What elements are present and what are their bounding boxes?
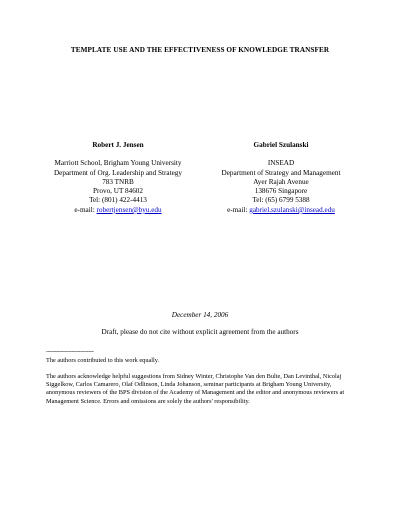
affiliation-line: Tel: (65) 6799 5388 xyxy=(252,196,310,205)
footnote-rule: ---------------------------- xyxy=(46,349,94,355)
affiliation-line: Tel: (801) 422-4413 xyxy=(89,196,147,205)
draft-notice: Draft, please do not cite without explicit agreement from the authors xyxy=(101,328,299,336)
affiliation-line: Marriott School, Brigham Young University xyxy=(54,159,182,168)
email-line xyxy=(43,206,193,215)
email-prefix: e-mail: xyxy=(227,205,250,214)
email-prefix: e-mail: xyxy=(74,205,97,214)
footnote-contribution: The authors contributed to this work equally. xyxy=(46,357,160,364)
affiliation-line: Provo, UT 84602 xyxy=(93,187,143,196)
footnote-acknowledgment: The authors acknowledge helpful suggestions from Sidney Winter, Christophe Van den Bulte, Dan Levinthal, Nicolaj Siggelkow, Carlos Camarero, Olaf Odlinson, Linda Johanson, seminar participants at Brigham Young University, anonymous reviewers of the BPS division of the Academy of Management and the editor and anonymous reviewers at Management Science. Errors and omissions are solely the authors' responsibility. xyxy=(46,373,345,405)
email-line xyxy=(206,206,356,215)
email-link[interactable]: robertjensen@byu.edu xyxy=(96,205,162,214)
author-name: Robert J. Jensen xyxy=(92,141,144,149)
affiliation-line: 138676 Singapore xyxy=(254,187,308,196)
affiliation-line: Ayer Rajah Avenue xyxy=(253,177,309,186)
author-name: Gabriel Szulanski xyxy=(253,141,309,149)
affiliation-line: Department of Strategy and Management xyxy=(221,168,341,177)
paper-date: December 14, 2006 xyxy=(171,311,229,319)
author-block-2 xyxy=(206,141,356,215)
affiliation-line: Department of Org. Leadership and Strategy xyxy=(53,168,182,177)
paper-title: TEMPLATE USE AND THE EFFECTIVENESS OF KNOWLEDGE TRANSFER xyxy=(70,46,330,54)
author-block-1 xyxy=(43,141,193,215)
email-link[interactable]: gabriel.szulanski@insead.edu xyxy=(249,205,335,214)
affiliation-line: 783 TNRB xyxy=(102,177,134,186)
affiliation-line: INSEAD xyxy=(267,159,295,168)
